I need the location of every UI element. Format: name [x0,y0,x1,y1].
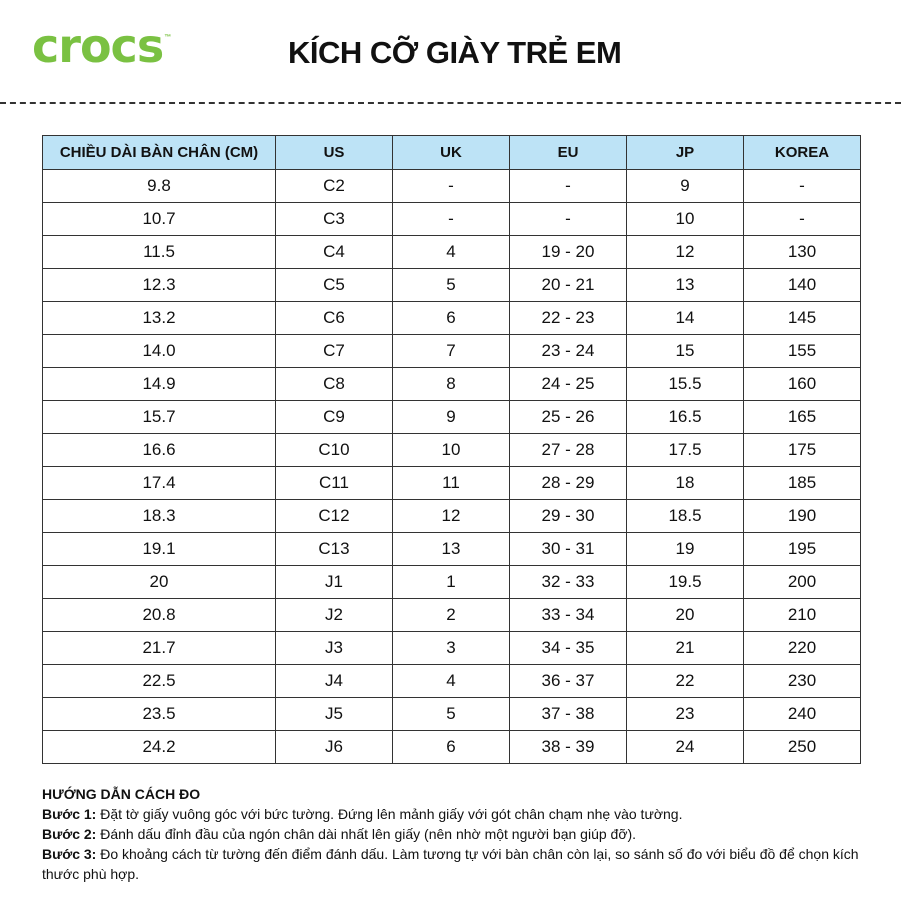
cell-eu: 20 - 21 [510,269,627,302]
cell-eu: 27 - 28 [510,434,627,467]
table-row [43,335,861,368]
cell-uk: 11 [393,467,510,500]
table-row [43,368,861,401]
cell-us: C11 [276,467,393,500]
cell-jp: 15 [627,335,744,368]
cell-jp: 21 [627,632,744,665]
cell-foot-length: 18.3 [43,500,276,533]
cell-eu: 29 - 30 [510,500,627,533]
instruction-step [42,844,872,884]
cell-eu: 19 - 20 [510,236,627,269]
cell-foot-length: 14.9 [43,368,276,401]
cell-us: C4 [276,236,393,269]
cell-eu: 28 - 29 [510,467,627,500]
column-header-foot-length: CHIỀU DÀI BÀN CHÂN (CM) [43,136,276,170]
table-row [43,599,861,632]
cell-korea: - [744,203,861,236]
crocs-logo [32,18,202,74]
cell-jp: 14 [627,302,744,335]
cell-uk: - [393,203,510,236]
cell-korea: 185 [744,467,861,500]
cell-foot-length: 23.5 [43,698,276,731]
cell-eu: 25 - 26 [510,401,627,434]
column-header-uk: UK [393,136,510,170]
cell-eu: 36 - 37 [510,665,627,698]
cell-foot-length: 12.3 [43,269,276,302]
cell-eu: 32 - 33 [510,566,627,599]
cell-eu: 30 - 31 [510,533,627,566]
cell-us: C8 [276,368,393,401]
cell-eu: 22 - 23 [510,302,627,335]
cell-uk: 6 [393,302,510,335]
cell-uk: 10 [393,434,510,467]
column-header-eu: EU [510,136,627,170]
cell-eu: 33 - 34 [510,599,627,632]
instruction-step [42,804,872,824]
cell-uk: 4 [393,665,510,698]
cell-us: C7 [276,335,393,368]
cell-jp: 12 [627,236,744,269]
cell-jp: 20 [627,599,744,632]
cell-eu: - [510,170,627,203]
logo-trademark: ™ [164,34,172,41]
cell-uk: 1 [393,566,510,599]
cell-us: C3 [276,203,393,236]
cell-foot-length: 19.1 [43,533,276,566]
cell-us: J1 [276,566,393,599]
cell-korea: 140 [744,269,861,302]
cell-uk: 9 [393,401,510,434]
column-header-korea: KOREA [744,136,861,170]
cell-uk: 3 [393,632,510,665]
page-title: KÍCH CỠ GIÀY TRẺ EM [288,35,622,70]
cell-eu: - [510,203,627,236]
cell-uk: - [393,170,510,203]
table-body [43,170,861,764]
table-row [43,731,861,764]
table-row [43,236,861,269]
cell-foot-length: 17.4 [43,467,276,500]
cell-korea: 165 [744,401,861,434]
cell-korea: 190 [744,500,861,533]
cell-jp: 23 [627,698,744,731]
cell-foot-length: 24.2 [43,731,276,764]
cell-us: J3 [276,632,393,665]
step-text: Đánh dấu đỉnh đầu của ngón chân dài nhất lên giấy (nên nhờ một người bạn giúp đỡ). [96,826,637,842]
table-row [43,632,861,665]
cell-jp: 19 [627,533,744,566]
cell-us: C12 [276,500,393,533]
table-row [43,269,861,302]
logo-wordmark: crocs [32,19,164,73]
cell-jp: 18 [627,467,744,500]
cell-uk: 13 [393,533,510,566]
cell-jp: 16.5 [627,401,744,434]
table-row [43,698,861,731]
column-header-jp: JP [627,136,744,170]
cell-foot-length: 10.7 [43,203,276,236]
table-row [43,665,861,698]
cell-jp: 17.5 [627,434,744,467]
step-label: Bước 2: [42,826,97,842]
cell-uk: 2 [393,599,510,632]
cell-foot-length: 13.2 [43,302,276,335]
cell-korea: - [744,170,861,203]
cell-foot-length: 21.7 [43,632,276,665]
cell-us: J6 [276,731,393,764]
table-row [43,500,861,533]
cell-eu: 37 - 38 [510,698,627,731]
cell-eu: 38 - 39 [510,731,627,764]
cell-korea: 200 [744,566,861,599]
cell-jp: 9 [627,170,744,203]
step-text: Đo khoảng cách từ tường đến điểm đánh dấu. Làm tương tự với bàn chân còn lại, so sánh số đo với biểu đồ để chọn kích thước phù hợp. [42,846,859,882]
cell-jp: 13 [627,269,744,302]
cell-eu: 34 - 35 [510,632,627,665]
measuring-instructions [42,784,872,884]
cell-uk: 4 [393,236,510,269]
cell-korea: 250 [744,731,861,764]
cell-foot-length: 15.7 [43,401,276,434]
cell-us: C9 [276,401,393,434]
step-text: Đặt tờ giấy vuông góc với bức tường. Đứng lên mảnh giấy với gót chân chạm nhẹ vào tường. [96,806,683,822]
cell-us: J5 [276,698,393,731]
cell-foot-length: 20 [43,566,276,599]
table-row [43,203,861,236]
cell-foot-length: 9.8 [43,170,276,203]
cell-korea: 145 [744,302,861,335]
cell-korea: 220 [744,632,861,665]
cell-uk: 7 [393,335,510,368]
instruction-step [42,824,872,844]
cell-uk: 8 [393,368,510,401]
table-row [43,401,861,434]
dashed-divider [0,102,901,104]
cell-us: C10 [276,434,393,467]
cell-jp: 10 [627,203,744,236]
table-header-row [43,136,861,170]
cell-us: C2 [276,170,393,203]
table-row [43,434,861,467]
cell-uk: 12 [393,500,510,533]
cell-us: C6 [276,302,393,335]
table-row [43,302,861,335]
cell-korea: 155 [744,335,861,368]
cell-jp: 15.5 [627,368,744,401]
instruction-steps [42,804,872,884]
cell-foot-length: 14.0 [43,335,276,368]
cell-us: J2 [276,599,393,632]
cell-us: C5 [276,269,393,302]
cell-uk: 6 [393,731,510,764]
table-row [43,533,861,566]
column-header-us: US [276,136,393,170]
table-row [43,566,861,599]
cell-us: C13 [276,533,393,566]
cell-korea: 210 [744,599,861,632]
cell-jp: 19.5 [627,566,744,599]
cell-korea: 195 [744,533,861,566]
step-label: Bước 1: [42,806,97,822]
cell-foot-length: 22.5 [43,665,276,698]
instructions-heading: HƯỚNG DẪN CÁCH ĐO [42,786,201,802]
cell-jp: 18.5 [627,500,744,533]
cell-korea: 130 [744,236,861,269]
cell-korea: 175 [744,434,861,467]
cell-korea: 230 [744,665,861,698]
cell-foot-length: 20.8 [43,599,276,632]
cell-eu: 23 - 24 [510,335,627,368]
cell-foot-length: 16.6 [43,434,276,467]
size-chart-table [42,135,861,764]
table-row [43,467,861,500]
cell-us: J4 [276,665,393,698]
cell-jp: 22 [627,665,744,698]
cell-jp: 24 [627,731,744,764]
cell-uk: 5 [393,698,510,731]
table-row [43,170,861,203]
cell-korea: 240 [744,698,861,731]
cell-foot-length: 11.5 [43,236,276,269]
cell-uk: 5 [393,269,510,302]
cell-eu: 24 - 25 [510,368,627,401]
cell-korea: 160 [744,368,861,401]
step-label: Bước 3: [42,846,97,862]
